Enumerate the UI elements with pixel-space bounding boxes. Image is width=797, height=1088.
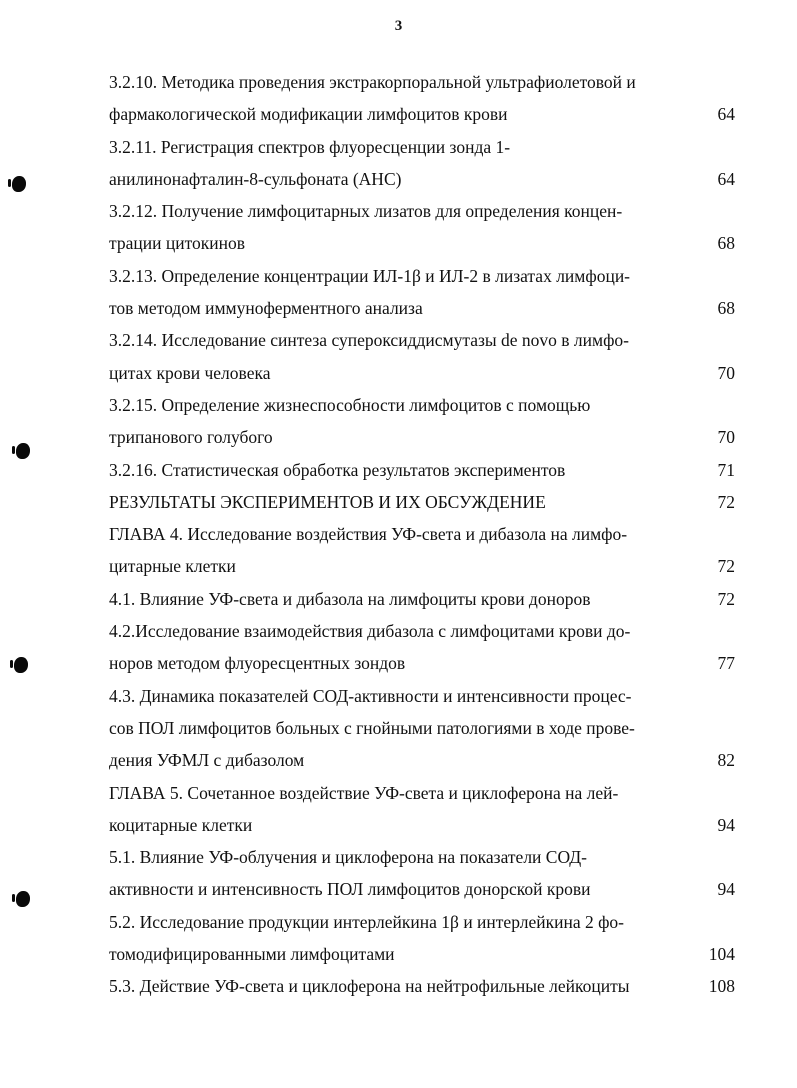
toc-entry	[109, 260, 735, 325]
toc-page-number: 68	[717, 298, 735, 319]
toc-entry-text: 4.3. Динамика показателей СОД-активности и интенсивности процес-	[109, 685, 632, 706]
toc-line	[109, 777, 735, 809]
toc-line	[109, 518, 735, 550]
toc-line	[109, 292, 735, 324]
toc-entry-text: 4.2.Исследование взаимодействия дибазола с лимфоцитами крови до-	[109, 621, 631, 642]
toc-entry	[109, 486, 735, 518]
toc-entry-text: цитах крови человека	[109, 362, 271, 383]
toc-line	[109, 389, 735, 421]
toc-entry-text: 3.2.11. Регистрация спектров флуоресценции зонда 1-	[109, 136, 511, 157]
toc-entry-text: 3.2.10. Методика проведения экстракорпоральной ультрафиолетовой и	[109, 72, 636, 92]
toc-entry-text: дения УФМЛ с дибазолом	[109, 750, 305, 771]
toc-page-number: 72	[717, 556, 735, 577]
toc-entry-text: анилинонафталин-8-сульфоната (АНС)	[109, 168, 402, 189]
toc-page-number: 72	[717, 491, 735, 512]
toc-entry-text: РЕЗУЛЬТАТЫ ЭКСПЕРИМЕНТОВ И ИХ ОБСУЖДЕНИЕ	[109, 491, 546, 512]
toc-entry-text: 3.2.13. Определение концентрации ИЛ-1β и ИЛ-2 в лизатах лимфоци-	[109, 265, 631, 286]
toc-entry	[109, 970, 735, 1002]
toc-page-number: 70	[717, 427, 735, 448]
toc-line	[109, 98, 735, 130]
toc-line	[109, 938, 735, 970]
toc-line	[109, 163, 735, 195]
toc-line	[109, 260, 735, 292]
toc-page-number: 94	[717, 814, 735, 835]
toc-page-number: 64	[717, 168, 735, 189]
toc-line	[109, 906, 735, 938]
toc-entry	[109, 66, 735, 131]
toc-page-number: 72	[717, 588, 735, 609]
toc-page-number: 82	[717, 750, 735, 771]
toc-entry-text: ГЛАВА 5. Сочетанное воздействие УФ-света и циклоферона на лей-	[109, 782, 619, 803]
toc-entry	[109, 518, 735, 583]
toc-line	[109, 66, 735, 98]
toc-entry	[109, 680, 735, 777]
toc-page-number: 94	[717, 879, 735, 900]
toc-entry-text: 5.2. Исследование продукции интерлейкина 1β и интерлейкина 2 фо-	[109, 911, 625, 932]
toc-entry	[109, 777, 735, 842]
toc-entry	[109, 841, 735, 906]
toc-entry	[109, 324, 735, 389]
toc-line	[109, 712, 735, 744]
toc-entry-text: 5.1. Влияние УФ-облучения и циклоферона на показатели СОД-	[109, 847, 588, 868]
toc-page-number: 77	[717, 653, 735, 674]
toc-entry-text: цитарные клетки	[109, 556, 236, 577]
toc-entry-text: фармакологической модификации лимфоцитов крови	[109, 104, 508, 125]
toc-page-number: 104	[708, 944, 735, 965]
toc-line	[109, 454, 735, 486]
binding-hole-mark	[12, 176, 26, 192]
toc-entry	[109, 131, 735, 196]
toc-line	[109, 227, 735, 259]
toc-line	[109, 809, 735, 841]
toc-page-number: 68	[717, 233, 735, 254]
toc-line	[109, 550, 735, 582]
page-number: 3	[394, 18, 403, 34]
toc-entry-text: 3.2.12. Получение лимфоцитарных лизатов для определения концен-	[109, 201, 623, 222]
toc-entry-text: 3.2.16. Статистическая обработка результатов экспериментов	[109, 459, 566, 480]
toc-line	[109, 970, 735, 1002]
toc-entry-text: коцитарные клетки	[109, 814, 253, 835]
toc-entry-text: активности и интенсивность ПОЛ лимфоцитов донорской крови	[109, 879, 591, 900]
toc-page-number: 108	[708, 976, 735, 997]
toc-entry	[109, 389, 735, 454]
toc-entry-text: томодифицированными лимфоцитами	[109, 944, 395, 965]
toc-entry	[109, 615, 735, 680]
toc-entry-text: трации цитокинов	[109, 233, 245, 254]
toc-entry	[109, 454, 735, 486]
toc-line	[109, 680, 735, 712]
toc-entry	[109, 583, 735, 615]
toc-line	[109, 195, 735, 227]
toc-line	[109, 615, 735, 647]
toc-entry-text: трипанового голубого	[109, 427, 273, 448]
toc-line	[109, 357, 735, 389]
toc-entry	[109, 195, 735, 260]
toc-entry	[109, 906, 735, 971]
toc-line	[109, 647, 735, 679]
toc-entry-text: 4.1. Влияние УФ-света и дибазола на лимфоциты крови доноров	[109, 588, 591, 609]
binding-hole-mark	[14, 657, 28, 673]
toc-entry-text: 3.2.15. Определение жизнеспособности лимфоцитов с помощью	[109, 394, 591, 415]
toc-entry-text: тов методом иммуноферментного анализа	[109, 298, 423, 319]
toc-line	[109, 486, 735, 518]
toc-page-number: 64	[717, 104, 735, 125]
toc-line	[109, 583, 735, 615]
table-of-contents	[109, 66, 735, 1003]
binding-hole-mark	[16, 891, 30, 907]
toc-page-number: 70	[717, 362, 735, 383]
toc-line	[109, 324, 735, 356]
toc-entry-text: 5.3. Действие УФ-света и циклоферона на нейтрофильные лейкоциты	[109, 976, 630, 997]
toc-line	[109, 131, 735, 163]
toc-line	[109, 421, 735, 453]
toc-entry-text: норов методом флуоресцентных зондов	[109, 653, 406, 674]
toc-entry-text: ГЛАВА 4. Исследование воздействия УФ-света и дибазола на лимфо-	[109, 524, 628, 545]
toc-entry-text: сов ПОЛ лимфоцитов больных с гнойными патологиями в ходе прове-	[109, 717, 635, 738]
toc-line	[109, 873, 735, 905]
toc-page-number: 71	[717, 459, 735, 480]
binding-hole-mark	[16, 443, 30, 459]
toc-line	[109, 841, 735, 873]
toc-entry-text: 3.2.14. Исследование синтеза супероксиддисмутазы de novo в лимфо-	[109, 330, 630, 351]
toc-line	[109, 744, 735, 776]
